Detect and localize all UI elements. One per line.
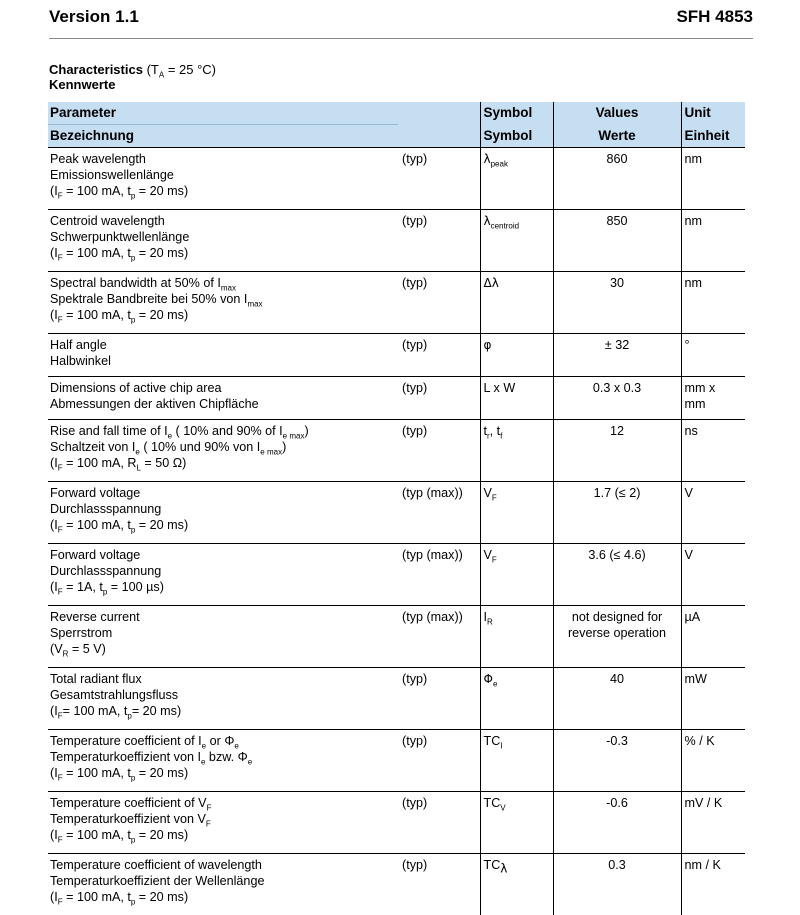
param-en: Forward voltage: [50, 547, 395, 563]
table-row: [48, 482, 745, 544]
col-parameter: Parameter: [48, 102, 398, 125]
value-cell: 850: [553, 210, 681, 272]
table-row: [48, 854, 745, 915]
param-en: Temperature coefficient of $I_e$ or $\Phi_e$: [50, 733, 395, 749]
parameter-cell: [48, 377, 398, 420]
col-values-de: Werte: [553, 125, 681, 148]
param-de: Schaltzeit von $I_e$ ( 10% und 90% von $I_{e max}$): [50, 439, 395, 455]
parameter-cell: [48, 668, 398, 730]
value-cell: not designed for reverse operation: [553, 606, 681, 668]
symbol-cell: $TC_V$: [480, 792, 553, 854]
param-de: Sperrstrom: [50, 625, 395, 641]
symbol-cell: $\lambda_{centroid}$: [480, 210, 553, 272]
value-cell: 30: [553, 272, 681, 334]
type-cell: (typ): [398, 854, 480, 915]
symbol-cell: $I_R$: [480, 606, 553, 668]
param-en: Temperature coefficient of wavelength: [50, 857, 395, 873]
parameter-cell: [48, 148, 398, 210]
param-de: Durchlassspannung: [50, 501, 395, 517]
parameter-cell: [48, 544, 398, 606]
param-condition: ($I_F = 100$ mA, $t_p = 20$ ms): [50, 827, 395, 843]
type-cell: (typ (max)): [398, 482, 480, 544]
table-row: [48, 544, 745, 606]
table-row: [48, 334, 745, 377]
param-condition: ($I_F = 100$ mA, $t_p = 20$ ms): [50, 517, 395, 533]
section-title-en: Characteristics: [49, 62, 143, 77]
symbol-cell: $V_F$: [480, 544, 553, 606]
param-de: Emissionswellenlänge: [50, 167, 395, 183]
table-row: [48, 792, 745, 854]
param-condition: ($I_F = 100$ mA, $t_p = 20$ ms): [50, 183, 395, 199]
col-symbol: Symbol: [480, 102, 553, 125]
unit-cell: % / K: [681, 730, 745, 792]
symbol-cell: Δλ: [480, 272, 553, 334]
type-cell: (typ): [398, 334, 480, 377]
param-en: Spectral bandwidth at 50% of $I_{max}$: [50, 275, 395, 291]
param-de: Schwerpunktwellenlänge: [50, 229, 395, 245]
ta-subscript: A: [159, 71, 164, 80]
type-cell: (typ (max)): [398, 606, 480, 668]
symbol-cell: $V_F$: [480, 482, 553, 544]
symbol-cell: φ: [480, 334, 553, 377]
param-de: Temperaturkoeffizient von $V_F$: [50, 811, 395, 827]
value-cell: 3.6 (≤ 4.6): [553, 544, 681, 606]
table-row: [48, 210, 745, 272]
parameter-cell: [48, 210, 398, 272]
table-header-row-de: [48, 125, 745, 148]
parameter-cell: [48, 792, 398, 854]
col-symbol-de: Symbol: [480, 125, 553, 148]
type-cell: (typ (max)): [398, 544, 480, 606]
section-title: Characteristics ($T_A = 25$ °C) Kennwerte: [49, 62, 216, 92]
param-en: Dimensions of active chip area: [50, 380, 395, 396]
characteristics-table: [48, 102, 745, 915]
header-divider: [49, 38, 753, 39]
param-de: Spektrale Bandbreite bei 50% von $I_{max}$: [50, 291, 395, 307]
parameter-cell: [48, 854, 398, 915]
parameter-cell: [48, 730, 398, 792]
col-values: Values: [553, 102, 681, 125]
symbol-cell: $\lambda_{peak}$: [480, 148, 553, 210]
table-row: [48, 272, 745, 334]
param-en: Reverse current: [50, 609, 395, 625]
param-en: Rise and fall time of $I_e$ ( 10% and 90% of $I_{e max}$): [50, 423, 395, 439]
symbol-cell: L x W: [480, 377, 553, 420]
page-header: [49, 7, 753, 27]
value-cell: 860: [553, 148, 681, 210]
type-cell: (typ): [398, 420, 480, 482]
table-row: [48, 377, 745, 420]
param-condition: ($I_F = 100$ mA, $t_p = 20$ ms): [50, 889, 395, 905]
param-en: Total radiant flux: [50, 671, 395, 687]
type-cell: (typ): [398, 148, 480, 210]
param-en: Centroid wavelength: [50, 213, 395, 229]
table-header-row: [48, 102, 745, 125]
param-de: Abmessungen der aktiven Chipfläche: [50, 396, 395, 412]
value-cell: -0.3: [553, 730, 681, 792]
col-unit-de: Einheit: [681, 125, 745, 148]
param-condition: ($I_F = 100$ mA, $t_p = 20$ ms): [50, 245, 395, 261]
col-parameter-de: Bezeichnung: [48, 125, 398, 148]
type-cell: (typ): [398, 730, 480, 792]
parameter-cell: [48, 334, 398, 377]
param-de: Gesamtstrahlungsfluss: [50, 687, 395, 703]
value-cell: ± 32: [553, 334, 681, 377]
type-cell: (typ): [398, 668, 480, 730]
symbol-cell: $t_r$, $t_f$: [480, 420, 553, 482]
unit-cell: nm / K: [681, 854, 745, 915]
param-de: Temperaturkoeffizient von $I_e$ bzw. $\Phi_e$: [50, 749, 395, 765]
parameter-cell: [48, 482, 398, 544]
param-condition: ($V_R = 5$ V): [50, 641, 395, 657]
unit-cell: mV / K: [681, 792, 745, 854]
table-row: [48, 730, 745, 792]
value-cell: 40: [553, 668, 681, 730]
param-en: Half angle: [50, 337, 395, 353]
ta-symbol: T: [151, 62, 159, 77]
param-condition: ($I_F = 1A$, $t_p = 100$ µs): [50, 579, 395, 595]
symbol-cell: $\Phi_e$: [480, 668, 553, 730]
type-cell: (typ): [398, 377, 480, 420]
unit-cell: µA: [681, 606, 745, 668]
unit-cell: mW: [681, 668, 745, 730]
type-cell: (typ): [398, 210, 480, 272]
version-label: Version 1.1: [49, 7, 139, 27]
unit-cell: ns: [681, 420, 745, 482]
parameter-cell: [48, 272, 398, 334]
param-en: Peak wavelength: [50, 151, 395, 167]
parameter-cell: [48, 606, 398, 668]
section-title-de: Kennwerte: [49, 77, 216, 92]
unit-cell: V: [681, 544, 745, 606]
type-cell: (typ): [398, 792, 480, 854]
param-de: Halbwinkel: [50, 353, 395, 369]
param-condition: ($I_F= 100$ mA, $t_p= 20$ ms): [50, 703, 395, 719]
unit-cell: mm x mm: [681, 377, 745, 420]
col-unit: Unit: [681, 102, 745, 125]
unit-cell: nm: [681, 148, 745, 210]
symbol-cell: $TC_\lambda$: [480, 854, 553, 915]
ta-value: = 25 °C): [164, 62, 216, 77]
param-en: Forward voltage: [50, 485, 395, 501]
unit-cell: V: [681, 482, 745, 544]
param-condition: ($I_F = 100$ mA, $t_p = 20$ ms): [50, 765, 395, 781]
symbol-cell: $TC_I$: [480, 730, 553, 792]
parameter-cell: [48, 420, 398, 482]
part-number: SFH 4853: [676, 7, 753, 27]
table-row: [48, 420, 745, 482]
value-cell: 12: [553, 420, 681, 482]
unit-cell: nm: [681, 210, 745, 272]
param-en: Temperature coefficient of $V_F$: [50, 795, 395, 811]
value-cell: 0.3 x 0.3: [553, 377, 681, 420]
param-de: Durchlassspannung: [50, 563, 395, 579]
unit-cell: nm: [681, 272, 745, 334]
value-cell: -0.6: [553, 792, 681, 854]
type-cell: (typ): [398, 272, 480, 334]
value-cell: 1.7 (≤ 2): [553, 482, 681, 544]
table-row: [48, 668, 745, 730]
unit-cell: °: [681, 334, 745, 377]
param-de: Temperaturkoeffizient der Wellenlänge: [50, 873, 395, 889]
table-row: [48, 148, 745, 210]
param-condition: ($I_F = 100$ mA, $R_L = 50$ Ω): [50, 455, 395, 471]
param-condition: ($I_F = 100$ mA, $t_p = 20$ ms): [50, 307, 395, 323]
table-row: [48, 606, 745, 668]
value-cell: 0.3: [553, 854, 681, 915]
